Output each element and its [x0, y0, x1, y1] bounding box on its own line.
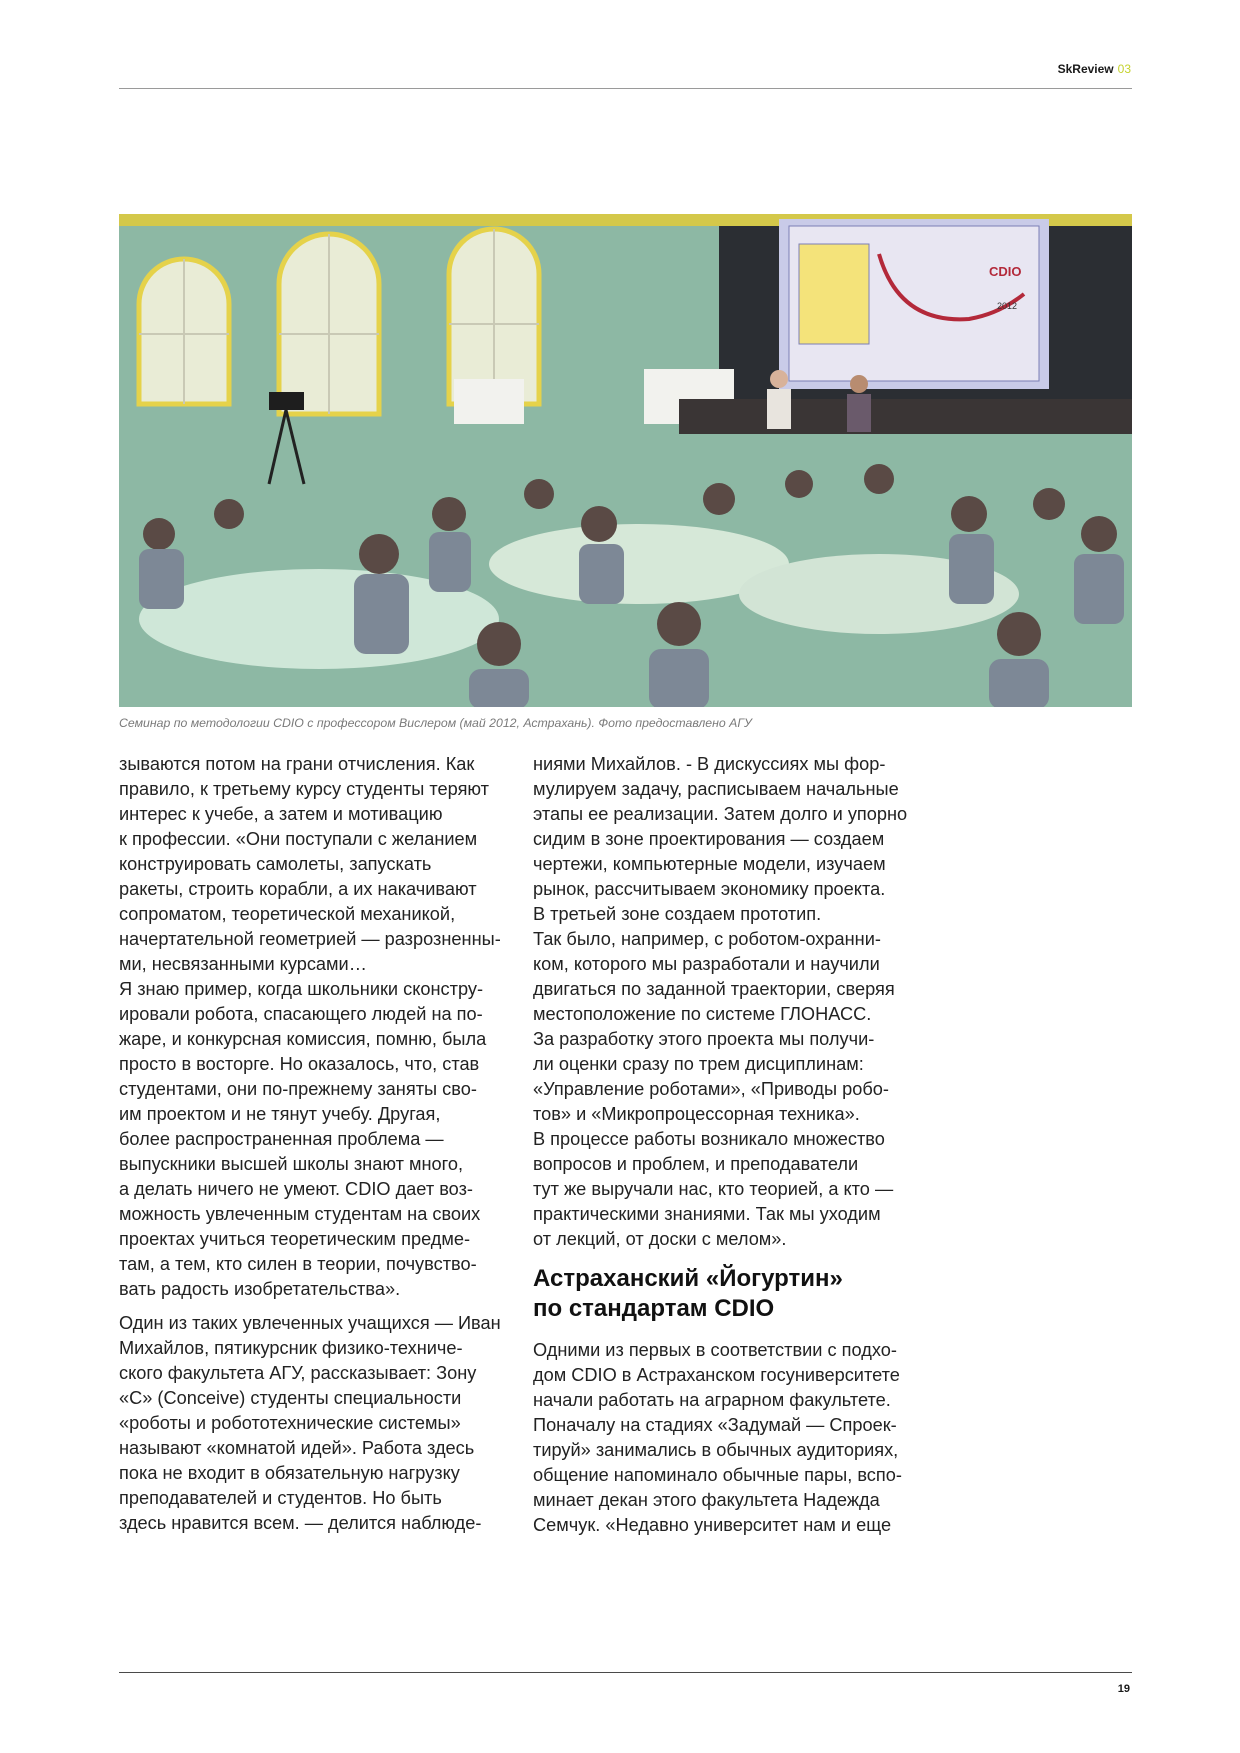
text-line: студентами, они по-прежнему заняты сво-	[119, 1079, 477, 1099]
text-line: пока не входит в обязательную нагрузку	[119, 1463, 460, 1483]
text-line: В процессе работы возникало множество	[533, 1129, 885, 1149]
text-line: практическими знаниями. Так мы уходим	[533, 1204, 881, 1224]
text-line: тов» и «Микропроцессорная техника».	[533, 1104, 860, 1124]
text-line: правило, к третьему курсу студенты теряют	[119, 779, 490, 799]
page-number: 19	[1117, 1683, 1130, 1695]
text-line: можность увлеченным студентам на своих	[119, 1204, 481, 1224]
text-line: преподавателей и студентов. Но быть	[119, 1488, 442, 1508]
text-line: тируй» занимались в обычных аудиториях,	[533, 1440, 899, 1460]
text-line: начертательной геометрией — разрозненны-	[119, 929, 501, 949]
text-line: Один из таких увлеченных учащихся — Иван	[119, 1313, 501, 1333]
text-line: просто в восторге. Но оказалось, что, став	[119, 1054, 480, 1074]
slide-year: 2012	[997, 301, 1018, 311]
left-column	[119, 752, 519, 1536]
text-line: им проектом и не тянут учебу. Другая,	[119, 1104, 441, 1124]
text-line: ком, которого мы разработали и научили	[533, 954, 880, 974]
right-column	[533, 752, 933, 1538]
text-line: ниями Михайлов. - В дискуссиях мы фор-	[533, 754, 886, 774]
text-line: конструировать самолеты, запускать	[119, 854, 432, 874]
text-line: Одними из первых в соответствии с подхо-	[533, 1340, 897, 1360]
text-line: Так было, например, с роботом-охранни-	[533, 929, 881, 949]
text-line: минает декан этого факультета Надежда	[533, 1490, 880, 1510]
text-line: рынок, рассчитываем экономику проекта.	[533, 879, 886, 899]
text-line: «С» (Conceive) студенты специальности	[119, 1388, 462, 1408]
seminar-photo	[119, 214, 1132, 707]
text-line: к профессии. «Они поступали с желанием	[119, 829, 478, 849]
text-line: чертежи, компьютерные модели, изучаем	[533, 854, 886, 874]
text-line: местоположение по системе ГЛОНАСС.	[533, 1004, 872, 1024]
text-line: Михайлов, пятикурсник физико-техниче-	[119, 1338, 463, 1358]
footer-rule	[119, 1672, 1132, 1673]
photo-caption: Семинар по методологии CDIO с профессором Вислером (май 2012, Астрахань). Фото предоставлено АГУ	[119, 716, 752, 730]
text-line: интерес к учебе, а затем и мотивацию	[119, 804, 443, 824]
text-line: ли оценки сразу по трем дисциплинам:	[533, 1054, 864, 1074]
slide-logo: CDIO	[989, 264, 1022, 279]
text-line: от лекций, от доски с мелом».	[533, 1229, 787, 1249]
paragraph	[533, 1338, 933, 1538]
running-head	[1058, 62, 1131, 76]
text-line: Поначалу на стадиях «Задумай — Спроек-	[533, 1415, 897, 1435]
text-line: «роботы и робототехнические системы»	[119, 1413, 461, 1433]
section-heading	[533, 1264, 933, 1324]
text-line: ского факультета АГУ, рассказывает: Зону	[119, 1363, 477, 1383]
paragraph-gap	[119, 1302, 519, 1311]
text-line: здесь нравится всем. — делится наблюде-	[119, 1513, 482, 1533]
text-line: сопроматом, теоретической механикой,	[119, 904, 456, 924]
text-line: вать радость изобретательства».	[119, 1279, 401, 1299]
text-line: общение напоминало обычные пары, вспо-	[533, 1465, 902, 1485]
paragraph	[119, 1311, 519, 1536]
text-line: тут же выручали нас, кто теорией, а кто —	[533, 1179, 894, 1199]
issue-number: 03	[1117, 62, 1131, 76]
text-line: вопросов и проблем, и преподаватели	[533, 1154, 859, 1174]
paragraph	[533, 752, 933, 1252]
heading-line: по стандартам CDIO	[533, 1295, 775, 1322]
text-line: этапы ее реализации. Затем долго и упорно	[533, 804, 908, 824]
text-line: ми, несвязанными курсами…	[119, 954, 367, 974]
text-line: а делать ничего не умеют. CDIO дает воз-	[119, 1179, 473, 1199]
text-line: дом CDIO в Астраханском госуниверситете	[533, 1365, 900, 1385]
text-line: двигаться по заданной траектории, сверяя	[533, 979, 895, 999]
text-line: жаре, и конкурсная комиссия, помню, была	[119, 1029, 487, 1049]
text-line: Я знаю пример, когда школьники сконстру-	[119, 979, 484, 999]
text-line: мулируем задачу, расписываем начальные	[533, 779, 899, 799]
paragraph	[119, 752, 519, 1302]
text-line: более распространенная проблема —	[119, 1129, 444, 1149]
header-rule	[119, 88, 1132, 89]
text-line: Семчук. «Недавно университет нам и еще	[533, 1515, 892, 1535]
text-line: проектах учиться теоретическим предме-	[119, 1229, 471, 1249]
text-line: ировали робота, спасающего людей на по-	[119, 1004, 483, 1024]
text-line: начали работать на аграрном факультете.	[533, 1390, 891, 1410]
text-line: «Управление роботами», «Приводы робо-	[533, 1079, 889, 1099]
text-line: сидим в зоне проектирования — создаем	[533, 829, 885, 849]
text-line: там, а тем, кто силен в теории, почувство-	[119, 1254, 477, 1274]
magazine-name: SkReview	[1057, 62, 1114, 76]
text-line: выпускники высшей школы знают много,	[119, 1154, 464, 1174]
heading-line: Астраханский «Йогуртин»	[533, 1265, 843, 1292]
text-line: ракеты, строить корабли, а их накачивают	[119, 879, 477, 899]
text-line: В третьей зоне создаем прототип.	[533, 904, 822, 924]
text-line: называют «комнатой идей». Работа здесь	[119, 1438, 475, 1458]
text-line: зываются потом на грани отчисления. Как	[119, 754, 475, 774]
text-line: За разработку этого проекта мы получи-	[533, 1029, 875, 1049]
